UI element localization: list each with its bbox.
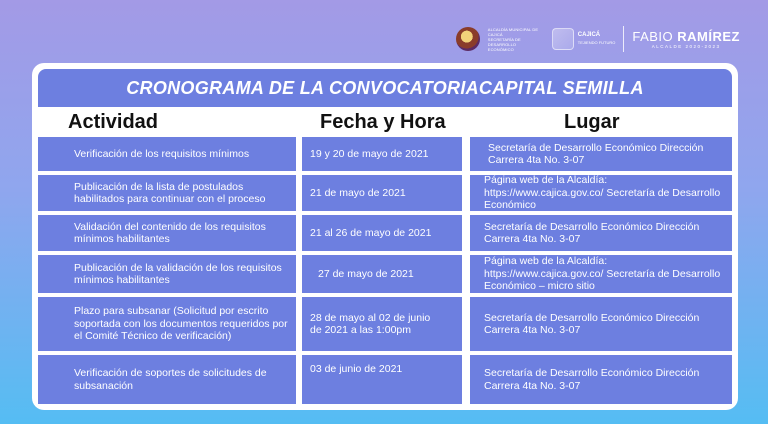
table-row-2-fecha: 21 de mayo de 2021 <box>310 186 406 199</box>
cajica-logo <box>552 28 616 50</box>
fabio-last: RAMÍREZ <box>677 29 740 44</box>
table-row-3-fecha: 21 al 26 de mayo de 2021 <box>310 226 432 239</box>
table-row-6-fecha: 03 de junio de 2021 <box>310 363 403 375</box>
logo-divider <box>623 26 624 52</box>
fabio-ramirez-logo <box>632 29 740 49</box>
table-row-6-actividad: Verificación de soportes de solicitudes de subsanación <box>74 367 267 392</box>
header-logos <box>456 22 740 56</box>
table-row-1-actividad: Verificación de los requisitos mínimos <box>74 147 250 160</box>
schedule-card <box>32 63 738 410</box>
column-header-fecha: Fecha y Hora <box>320 111 446 133</box>
fabio-first: FABIO <box>632 29 674 44</box>
page-title: CRONOGRAMA DE LA CONVOCATORIACAPITAL SEMILLA <box>126 77 644 98</box>
alcaldia-logo-text <box>488 27 544 52</box>
table-row-6-lugar: Secretaría de Desarrollo Económico Dirección Carrera 4ta No. 3-07 <box>484 367 700 392</box>
column-header-actividad: Actividad <box>68 111 159 133</box>
cajica-slogan: TEJIENDO FUTURO <box>577 40 616 45</box>
schedule-table <box>38 107 732 404</box>
cajica-name: CAJICÁ <box>577 32 601 38</box>
table-row-5-actividad: Plazo para subsanar (Solicitud por escrito soportada con los documentos requeridos por el Comité Técnico de verificación) <box>74 305 288 343</box>
column-header-lugar: Lugar <box>564 111 620 133</box>
table-row-4-actividad: Publicación de la validación de los requisitos mínimos habilitantes <box>74 261 282 286</box>
title-bar <box>38 69 732 107</box>
column-divider-2 <box>462 137 470 404</box>
table-row-3-actividad: Validación del contenido de los requisitos mínimos habilitantes <box>74 220 266 245</box>
municipal-seal-icon <box>456 27 480 51</box>
table-row-4-lugar: Página web de la Alcaldía: https://www.cajica.gov.co/ Secretaría de Desarrollo Económico – micro sitio <box>484 255 721 293</box>
alcaldia-line-1: ALCALDÍA MUNICIPAL DE CAJICÁ <box>487 26 539 37</box>
cajica-mark-icon <box>552 28 574 50</box>
table-row-5-lugar: Secretaría de Desarrollo Económico Dirección Carrera 4ta No. 3-07 <box>484 311 700 336</box>
alcaldia-line-3: ECONÓMICO <box>487 46 514 52</box>
table-row-1-fecha: 19 y 20 de mayo de 2021 <box>310 147 429 160</box>
table-row-1-lugar: Secretaría de Desarrollo Económico Dirección Carrera 4ta No. 3-07 <box>488 141 704 166</box>
table-row-2-lugar: Página web de la Alcaldía: https://www.cajica.gov.co/ Secretaría de Desarrollo Económico <box>484 174 721 212</box>
fabio-sub: ALCALDE 2020-2023 <box>651 44 721 49</box>
alcaldia-line-2: SECRETARÍA DE DESARROLLO <box>487 36 521 47</box>
table-row-5-fecha: 28 de mayo al 02 de junio de 2021 a las 1:00pm <box>310 311 431 336</box>
table-row-2-actividad: Publicación de la lista de postulados habilitados para continuar con el proceso <box>74 180 266 205</box>
table-row-4-fecha: 27 de mayo de 2021 <box>318 267 414 280</box>
table-row-3-lugar: Secretaría de Desarrollo Económico Dirección Carrera 4ta No. 3-07 <box>484 220 700 245</box>
